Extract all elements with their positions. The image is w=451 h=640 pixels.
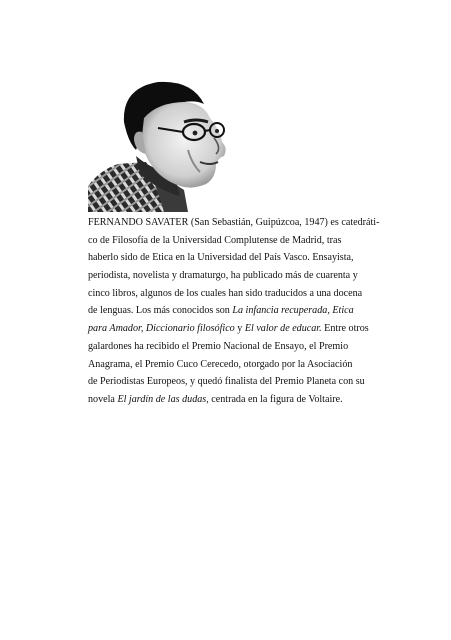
bio-line [88, 214, 380, 232]
bio-line [88, 391, 343, 409]
author-photo [88, 78, 234, 212]
bio-title-italic: El valor de educar. [244, 323, 322, 335]
bio-text: Entre otros [321, 323, 369, 335]
bio-text: co de Filosofía de la Universidad Complutense de Madrid, tras [88, 234, 342, 246]
bio-title-italic: El jardín de las dudas, [117, 393, 209, 405]
bio-line [88, 249, 354, 267]
bio-text: Anagrama, el Premio Cuco Cerecedo, otorgado por la Asociación [88, 358, 353, 370]
bio-line [88, 285, 363, 303]
bio-text: periodista, novelista y dramaturgo, ha publicado más de cuarenta y [88, 270, 358, 282]
bio-line [88, 373, 365, 391]
bio-line [88, 267, 358, 285]
bio-text: de lenguas. Los más conocidos son [88, 305, 233, 317]
bio-line [88, 302, 354, 320]
bio-line [88, 232, 342, 250]
author-photo-image [88, 78, 234, 212]
bio-text: FERNANDO SAVATER (San Sebastián, Guipúzcoa, 1947) es catedráti- [88, 217, 380, 228]
bio-text: cinco libros, algunos de los cuales han sido traducidos a una docena [88, 287, 363, 299]
bio-line [88, 320, 369, 338]
bio-text: de Periodistas Europeos, y quedó finalista del Premio Planeta con su [88, 376, 365, 388]
bio-text: centrada en la figura de Voltaire. [208, 393, 343, 405]
bio-text: haberlo sido de Etica en la Universidad del País Vasco. Ensayista, [88, 252, 354, 264]
bio-text: y [234, 323, 245, 335]
bio-title-italic: para Amador, Diccionario filosófico [88, 323, 235, 335]
bio-title-italic: La infancia recuperada, Etica [232, 305, 354, 317]
author-bio [88, 214, 380, 409]
bio-text: galardones ha recibido el Premio Nacional de Ensayo, el Premio [88, 340, 349, 352]
bio-text: novela [88, 393, 118, 405]
bio-line [88, 338, 349, 356]
bio-line [88, 356, 353, 374]
